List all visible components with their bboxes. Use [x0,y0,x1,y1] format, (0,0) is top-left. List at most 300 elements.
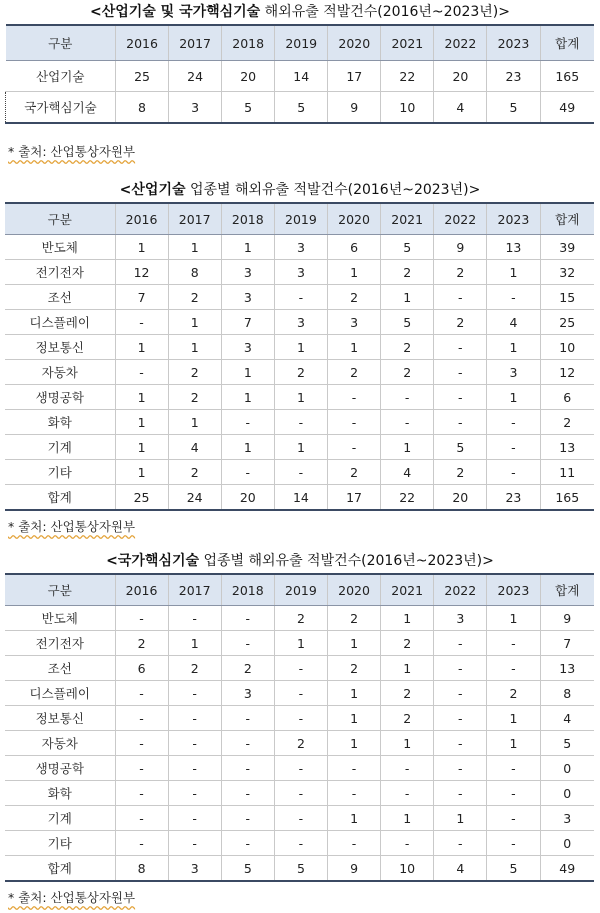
table-cell: 15 [540,285,594,310]
table-cell: 1 [274,435,327,460]
header-col-9: 합계 [540,203,594,235]
table-row [5,485,594,511]
table-row [5,410,594,435]
header-col-1: 2016 [116,25,169,61]
row-label: 기계 [5,806,115,831]
source-note-text: * 출처: 산업통상자원부 [8,519,136,534]
row-label: 산업기술 [6,61,116,92]
table-cell: 9 [540,606,594,631]
row-label: 반도체 [5,235,115,260]
table-cell: - [221,410,274,435]
table-cell: 1 [487,731,540,756]
table-cell: 2 [328,460,381,485]
table-cell: 2 [221,656,274,681]
table-row [5,731,594,756]
table-cell: 1 [168,235,221,260]
table-cell: - [274,410,327,435]
table-cell: - [328,385,381,410]
table-cell: - [487,285,540,310]
table-cell: - [487,806,540,831]
table-cell: 5 [221,856,274,882]
table-cell: - [328,435,381,460]
table-cell: 1 [168,410,221,435]
table-cell: 22 [381,61,434,92]
table-cell: 13 [540,656,594,681]
table-cell: 2 [381,681,434,706]
table-cell: 25 [116,61,169,92]
table-cell: 1 [328,260,381,285]
header-col-2: 2017 [169,25,222,61]
table-cell: - [434,656,487,681]
table-cell: 3 [274,235,327,260]
header-col-2: 2017 [168,574,221,606]
table2-body [5,235,594,511]
table-row [5,606,594,631]
table-cell: - [221,460,274,485]
table-cell: 2 [381,260,434,285]
table-cell: 1 [115,235,168,260]
row-label: 조선 [5,285,115,310]
table-cell: 39 [540,235,594,260]
table-cell: 23 [487,61,540,92]
row-label: 조선 [5,656,115,681]
table3-header-row [5,574,594,606]
table-row [5,285,594,310]
table-cell: 7 [221,310,274,335]
table-cell: - [221,806,274,831]
table-cell: - [168,706,221,731]
table-cell: - [487,656,540,681]
table-cell: 5 [540,731,594,756]
table-cell: 0 [540,781,594,806]
row-label: 기타 [5,831,115,856]
header-col-8: 2023 [487,203,540,235]
table-cell: 2 [328,285,381,310]
table-cell: 17 [328,485,381,511]
table-cell: 2 [168,460,221,485]
table-cell: - [274,681,327,706]
table-cell: 1 [274,335,327,360]
table-overall [5,24,594,124]
table-cell: - [115,831,168,856]
table-cell: 20 [434,61,487,92]
table-cell: - [221,606,274,631]
row-label: 디스플레이 [5,310,115,335]
table-cell: 49 [540,856,594,882]
table-cell: 5 [381,310,434,335]
table-cell: - [328,831,381,856]
table-cell: - [487,831,540,856]
table-cell: 3 [168,856,221,882]
table-cell: - [168,781,221,806]
table-cell: 9 [434,235,487,260]
row-label: 합계 [5,856,115,882]
table-cell: - [434,410,487,435]
table-cell: 32 [540,260,594,285]
table-cell: - [434,706,487,731]
table-cell: 2 [381,335,434,360]
table-cell: - [221,781,274,806]
table-cell: 24 [168,485,221,511]
table-cell: - [115,681,168,706]
table-cell: 3 [328,310,381,335]
table-cell: 49 [540,92,594,124]
table-cell: 1 [328,681,381,706]
table-national-core-tech [5,573,594,882]
table-row [5,781,594,806]
table-cell: 3 [221,260,274,285]
table-row [5,460,594,485]
table-cell: 1 [487,606,540,631]
table-row [5,806,594,831]
table-row [5,656,594,681]
table-cell: 0 [540,831,594,856]
table-row [5,310,594,335]
table-row [5,756,594,781]
table-row [5,385,594,410]
table-cell: 5 [487,92,540,124]
table-cell: 6 [540,385,594,410]
table-cell: - [434,335,487,360]
table-cell: - [434,756,487,781]
table-cell: 2 [434,460,487,485]
table-cell: 165 [540,485,594,511]
table-industry-tech [5,202,594,511]
table-cell: 1 [381,435,434,460]
table1-title-rest: 해외유출 적발건수(2016년~2023년)> [260,4,511,20]
row-label: 합계 [5,485,115,511]
table-cell: - [381,831,434,856]
table-cell: 1 [487,706,540,731]
table-cell: 2 [381,631,434,656]
table-cell: - [434,731,487,756]
row-label: 화학 [5,781,115,806]
table-cell: 1 [115,335,168,360]
table-cell: - [434,681,487,706]
table-cell: 4 [168,435,221,460]
table-cell: - [487,435,540,460]
table1-title-bold: <산업기술 및 국가핵심기술 [89,4,261,20]
table-cell: 8 [115,856,168,882]
table-cell: 1 [381,731,434,756]
table-cell: 20 [222,61,275,92]
table-cell: - [168,806,221,831]
table-cell: 4 [381,460,434,485]
table-cell: 1 [381,606,434,631]
table-cell: 20 [221,485,274,511]
table-cell: 10 [381,92,434,124]
table-cell: 5 [275,92,328,124]
table-cell: 1 [487,385,540,410]
table-cell: - [115,606,168,631]
table-cell: 12 [115,260,168,285]
table-row [5,856,594,882]
table-cell: 8 [116,92,169,124]
table-cell: - [221,731,274,756]
table-cell: 24 [169,61,222,92]
row-label: 자동차 [5,360,115,385]
header-col-6: 2021 [381,574,434,606]
table-cell: 1 [381,656,434,681]
table-row [5,235,594,260]
table-cell: 2 [168,656,221,681]
header-col-1: 2016 [115,574,168,606]
table-cell: 12 [540,360,594,385]
row-label: 자동차 [5,731,115,756]
row-label: 정보통신 [5,335,115,360]
table-cell: - [115,310,168,335]
row-label: 디스플레이 [5,681,115,706]
table-cell: - [168,606,221,631]
table-cell: - [487,460,540,485]
table-cell: 2 [328,606,381,631]
table-cell: - [115,731,168,756]
header-col-8: 2023 [487,25,540,61]
header-col-1: 2016 [115,203,168,235]
table-cell: 3 [221,335,274,360]
table-cell: 17 [328,61,381,92]
table-cell: 1 [381,285,434,310]
row-label: 화학 [5,410,115,435]
table-cell: - [434,831,487,856]
table-cell: - [274,460,327,485]
header-category: 구분 [6,25,116,61]
header-col-6: 2021 [381,203,434,235]
table1-header-row [6,25,595,61]
table-cell: - [487,410,540,435]
table-cell: - [434,285,487,310]
table-cell: - [328,410,381,435]
row-label: 반도체 [5,606,115,631]
table-cell: - [328,781,381,806]
table2-title-bold: <산업기술 [119,182,186,198]
table-cell: 14 [274,485,327,511]
table-cell: - [381,781,434,806]
table-cell: - [115,756,168,781]
table-cell: 3 [274,260,327,285]
table-cell: 10 [381,856,434,882]
table-cell: - [434,360,487,385]
section-overall [0,3,600,21]
table-cell: - [487,631,540,656]
table-cell: 3 [169,92,222,124]
table-cell: 5 [222,92,275,124]
table-cell: 1 [487,335,540,360]
header-col-3: 2018 [221,574,274,606]
source-note-text: * 출처: 산업통상자원부 [8,890,136,905]
table-cell: 1 [168,310,221,335]
table3-source-note [8,890,135,906]
table2-title [0,181,600,199]
table-row [5,335,594,360]
table-cell: - [168,681,221,706]
table-cell: - [221,831,274,856]
table-cell: 1 [168,631,221,656]
table-cell: 10 [540,335,594,360]
table-cell: 1 [115,410,168,435]
table-cell: 1 [487,260,540,285]
table-cell: 20 [434,485,487,511]
table-cell: - [487,756,540,781]
row-label: 생명공학 [5,756,115,781]
table-cell: 5 [274,856,327,882]
table-cell: 25 [115,485,168,511]
header-col-4: 2019 [274,203,327,235]
header-col-7: 2022 [434,574,487,606]
table-row [5,706,594,731]
table-cell: 23 [487,485,540,511]
table-cell: - [274,806,327,831]
table-cell: 2 [328,656,381,681]
table-cell: - [168,756,221,781]
header-category: 구분 [5,574,115,606]
table-cell: 3 [540,806,594,831]
table-cell: 5 [381,235,434,260]
table-cell: 2 [274,606,327,631]
header-col-7: 2022 [434,25,487,61]
header-col-3: 2018 [222,25,275,61]
table-cell: - [115,706,168,731]
table-cell: 5 [434,435,487,460]
table1-body [6,61,595,124]
table-cell: - [274,756,327,781]
table-cell: - [221,756,274,781]
table-cell: 2 [274,731,327,756]
table-cell: 4 [434,856,487,882]
table3-title-rest: 업종별 해외유출 적발건수(2016년~2023년)> [199,553,494,569]
table3-body [5,606,594,882]
table2-title-rest: 업종별 해외유출 적발건수(2016년~2023년)> [185,182,481,198]
table-cell: 2 [434,260,487,285]
header-col-2: 2017 [168,203,221,235]
table-cell: 1 [328,706,381,731]
table-cell: 2 [168,385,221,410]
table-cell: 1 [221,360,274,385]
table-cell: - [115,781,168,806]
source-note-text: * 출처: 산업통상자원부 [8,144,136,159]
header-col-7: 2022 [434,203,487,235]
table-cell: 4 [487,310,540,335]
row-label: 기계 [5,435,115,460]
table-cell: 6 [328,235,381,260]
table-cell: 165 [540,61,594,92]
header-col-6: 2021 [381,25,434,61]
table-row [5,831,594,856]
table-cell: 3 [434,606,487,631]
header-col-4: 2019 [274,574,327,606]
table-cell: 1 [328,631,381,656]
table-cell: 1 [221,235,274,260]
table-cell: - [434,781,487,806]
table-cell: 8 [168,260,221,285]
table-cell: 6 [115,656,168,681]
table-cell: 0 [540,756,594,781]
table-cell: - [274,656,327,681]
table-cell: 5 [487,856,540,882]
table-row [5,631,594,656]
table-cell: - [168,731,221,756]
table-cell: - [274,781,327,806]
table-cell: - [115,806,168,831]
table-cell: 3 [487,360,540,385]
table-cell: 4 [434,92,487,124]
table-row [5,435,594,460]
table-cell: - [221,706,274,731]
section-national-core-tech [0,552,600,570]
table-cell: - [221,631,274,656]
row-label: 국가핵심기술 [6,92,116,124]
table-row [6,92,595,124]
table-cell: 2 [434,310,487,335]
table1-title [0,3,600,21]
table-cell: 22 [381,485,434,511]
table-cell: - [115,360,168,385]
table-cell: - [434,385,487,410]
table3-title-bold: <국가핵심기술 [106,553,200,569]
table-cell: 1 [115,435,168,460]
table-cell: - [168,831,221,856]
table-cell: 8 [540,681,594,706]
table-cell: - [328,756,381,781]
table-cell: 1 [274,385,327,410]
header-col-3: 2018 [221,203,274,235]
table-cell: 13 [487,235,540,260]
header-category: 구분 [5,203,115,235]
header-col-5: 2020 [328,574,381,606]
row-label: 전기전자 [5,260,115,285]
header-col-9: 합계 [540,574,594,606]
table-cell: - [381,410,434,435]
table-cell: 1 [168,335,221,360]
table2-source-note [8,519,135,535]
table-cell: 2 [381,360,434,385]
header-col-9: 합계 [540,25,594,61]
table-cell: 14 [275,61,328,92]
table-cell: 3 [221,681,274,706]
table-cell: - [381,385,434,410]
header-col-8: 2023 [487,574,540,606]
table-cell: 1 [115,460,168,485]
table-cell: - [381,756,434,781]
table-cell: 1 [221,435,274,460]
table-cell: 3 [221,285,274,310]
table-cell: 2 [381,706,434,731]
header-col-5: 2020 [328,203,381,235]
table-cell: - [434,631,487,656]
header-col-5: 2020 [328,25,381,61]
table-cell: - [274,831,327,856]
table-cell: 25 [540,310,594,335]
table-cell: 1 [274,631,327,656]
table2-header-row [5,203,594,235]
row-label: 전기전자 [5,631,115,656]
table-row [5,360,594,385]
table-cell: 9 [328,856,381,882]
table-cell: 1 [328,806,381,831]
table-cell: - [274,285,327,310]
table-row [6,61,595,92]
table-cell: 9 [328,92,381,124]
table-row [5,260,594,285]
table-cell: 2 [168,285,221,310]
table-cell: 2 [274,360,327,385]
table-cell: - [274,706,327,731]
table-cell: 2 [328,360,381,385]
table-row [5,681,594,706]
table-cell: 1 [328,731,381,756]
row-label: 기타 [5,460,115,485]
table-cell: 2 [168,360,221,385]
